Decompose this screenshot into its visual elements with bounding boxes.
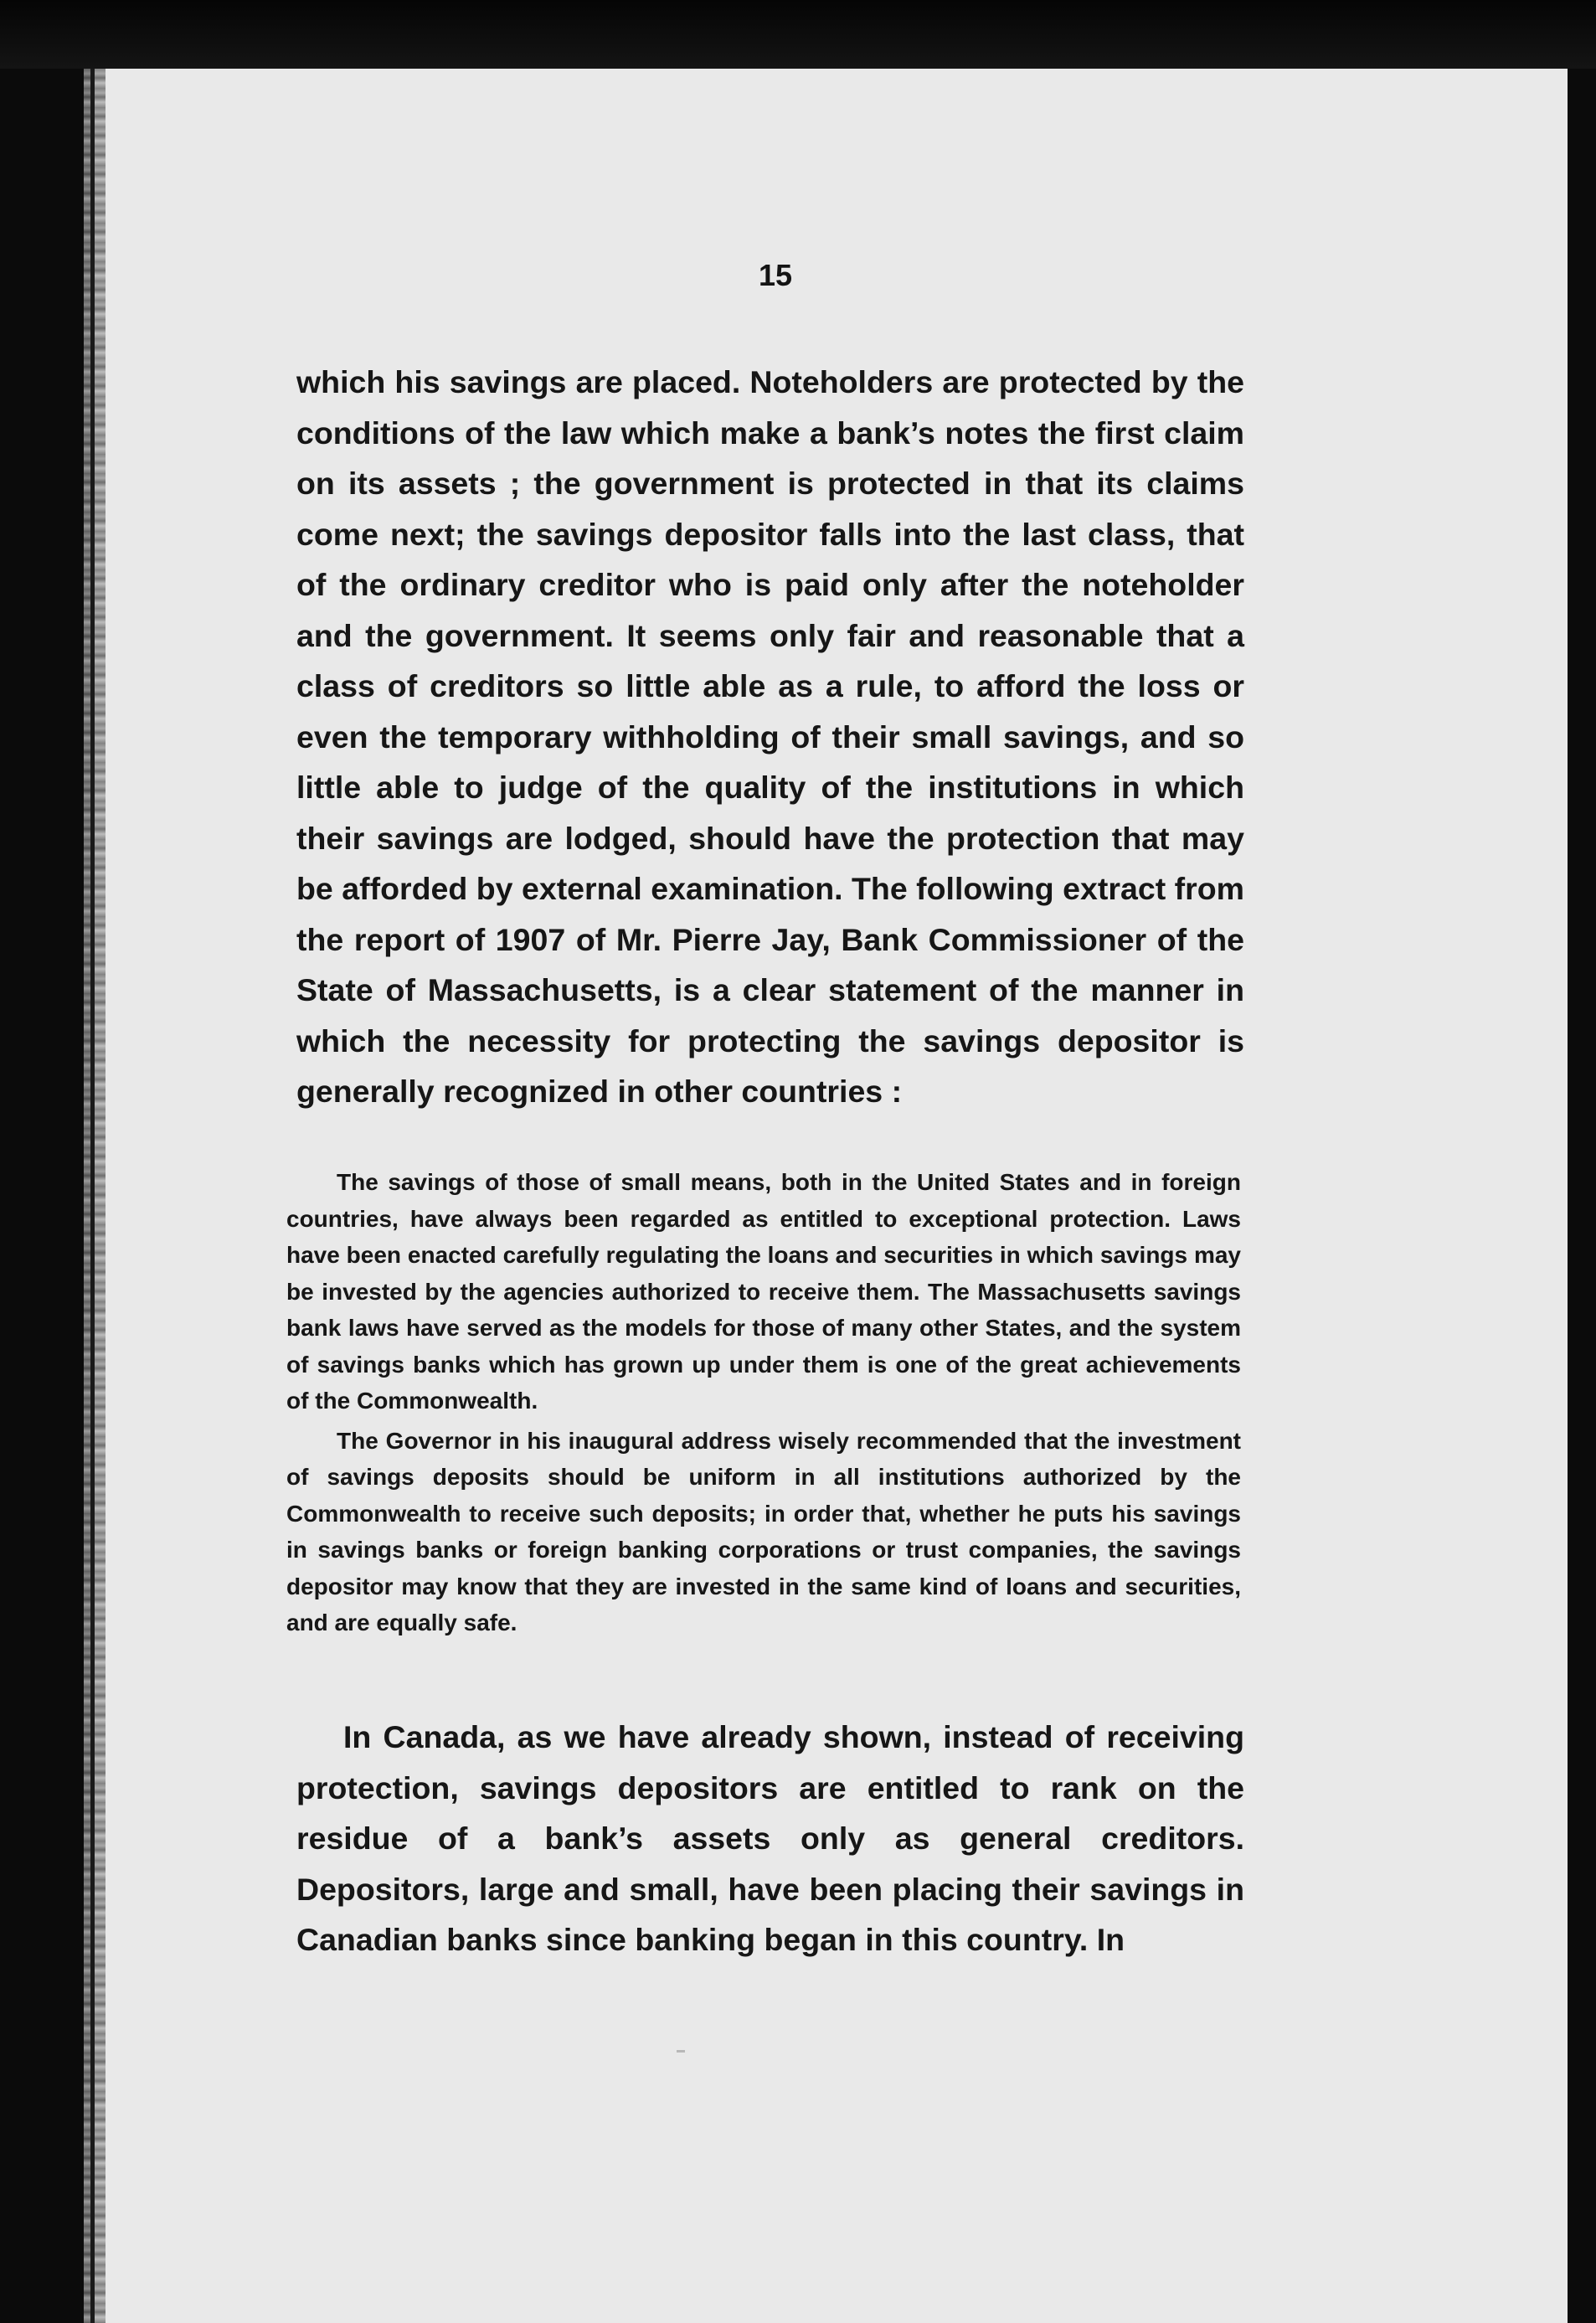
quote-paragraph-2: The Governor in his inaugural address wisely recommended that the investment of savings deposits should be uniform in all institutions authorized by the Commonwealth to receive such deposits; in order that, whether he puts his savings in savings banks or foreign banking corporations or trust companies, the savings depositor may know that they are invested in the same kind of loans and securities, and are equally safe. xyxy=(286,1427,1241,1635)
scan-speck xyxy=(677,2050,685,2053)
scan-top-border xyxy=(0,0,1596,69)
quote-paragraph-1: The savings of those of small means, both in the United States and in foreign countries, have always been regarded as entitled to exceptional protection. Laws have been enacted carefully regulating the loans and securities in which savings may be invested by the agencies authorized to receive them. The Massachusetts savings bank laws have served as the models for those of many other States, and the system of savings banks which has grown up under them is one of the great achievements of the Commonwealth. xyxy=(286,1169,1241,1414)
quoted-extract xyxy=(286,1164,1241,1645)
main-paragraph: which his savings are placed. Noteholders are protected by the conditions of the law which make a bank’s notes the first claim on its assets ; the government is protected in that its claims come next; the savings depositor falls into the last class, that of the ordinary creditor who is paid only after the noteholder and the government. It seems only fair and reasonable that a class of creditors so little able as a rule, to afford the loss or even the temporary withholding of their small savings, and so little able to judge of the quality of the institutions in which their savings are lodged, should have the protection that may be afforded by external examination. The following extract from the report of 1907 of Mr. Pierre Jay, Bank Commissioner of the State of Massachusetts, is a clear statement of the manner in which the necessity for protecting the savings depositor is generally recognized in other countries : xyxy=(296,364,1244,1109)
page-binding-edge xyxy=(84,69,106,2323)
final-paragraph: In Canada, as we have already shown, instead of receiving protection, savings depositors are entitled to rank on the residue of a bank’s assets only as general creditors. Depositors, large and small, have been placing their savings in Canadian banks since banking began in this country. In xyxy=(296,1719,1244,1957)
scan-right-border xyxy=(1568,69,1596,2323)
binding-shadow xyxy=(90,69,95,2323)
page-number: 15 xyxy=(758,258,793,292)
